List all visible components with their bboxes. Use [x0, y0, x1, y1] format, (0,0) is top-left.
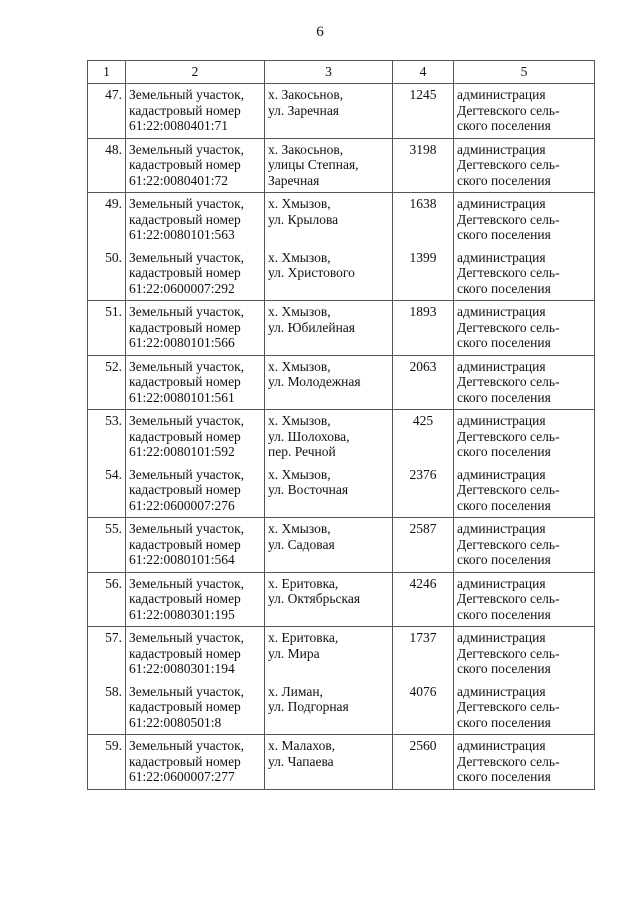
object-line: Земельный участок, [129, 358, 245, 374]
area-cell: 2587 [393, 518, 454, 573]
address-line: ул. Шолохова, [268, 428, 350, 444]
object-line: Земельный участок, [129, 575, 245, 591]
object-line: 61:22:0080501:8 [129, 714, 222, 730]
owner-line: администрация [457, 196, 546, 211]
owner-cell [454, 464, 595, 518]
owner-line: ского поселения [457, 227, 551, 242]
owner-cell [454, 572, 595, 627]
row-number-cell: 48. [88, 138, 126, 193]
address-cell [265, 193, 393, 247]
owner-cell [454, 193, 595, 247]
address-cell [265, 681, 393, 735]
object-line: Земельный участок, [129, 466, 245, 482]
owner-cell [454, 518, 595, 573]
address-cell [265, 464, 393, 518]
object-line: кадастровый номер [129, 536, 241, 552]
object-cell [126, 627, 265, 681]
address-line: Заречная [268, 172, 320, 188]
area-cell: 1737 [393, 627, 454, 681]
object-line: кадастровый номер [129, 428, 241, 444]
table-row [88, 735, 595, 790]
row-number-cell: 57. [88, 627, 126, 681]
address-cell [265, 572, 393, 627]
object-line: кадастровый номер [129, 482, 241, 497]
object-cell [126, 735, 265, 790]
address-line: ул. Христового [268, 265, 355, 280]
table-body [88, 84, 595, 790]
object-line: кадастровый номер [129, 102, 241, 118]
address-line: ул. Чапаева [268, 753, 334, 769]
owner-line: ского поселения [457, 172, 551, 188]
address-line: х. Закосьнов, [268, 141, 344, 157]
address-line: ул. Восточная [268, 482, 349, 497]
owner-line: Дегтевского сель- [457, 211, 560, 227]
owner-line: Дегтевского сель- [457, 319, 560, 335]
table-row [88, 84, 595, 139]
object-line: Земельный участок, [129, 630, 245, 645]
area-cell: 1245 [393, 84, 454, 139]
table-row [88, 464, 595, 518]
object-cell [126, 247, 265, 301]
owner-line: администрация [457, 358, 546, 374]
owner-line: Дегтевского сель- [457, 265, 560, 280]
address-line: х. Закосьнов, [268, 87, 344, 102]
address-line: пер. Речной [268, 444, 336, 459]
object-cell [126, 138, 265, 193]
owner-line: ского поселения [457, 389, 551, 405]
header-row [88, 61, 595, 84]
object-cell [126, 410, 265, 464]
address-cell [265, 410, 393, 464]
object-line: 61:22:0080101:561 [129, 389, 235, 405]
object-line: Земельный участок, [129, 87, 245, 102]
owner-line: ского поселения [457, 497, 551, 513]
owner-line: администрация [457, 141, 546, 157]
owner-line: администрация [457, 575, 546, 591]
area-cell: 1638 [393, 193, 454, 247]
object-line: кадастровый номер [129, 753, 241, 769]
table-row [88, 410, 595, 464]
row-number-cell: 50. [88, 247, 126, 301]
table-row [88, 681, 595, 735]
column-header-address: 3 [265, 61, 393, 84]
address-line: х. Хмызов, [268, 196, 331, 211]
owner-cell [454, 355, 595, 410]
owner-line: Дегтевского сель- [457, 753, 560, 769]
column-header-area: 4 [393, 61, 454, 84]
area-cell: 4076 [393, 681, 454, 735]
object-cell [126, 355, 265, 410]
owner-line: администрация [457, 521, 546, 536]
owner-line: Дегтевского сель- [457, 102, 560, 118]
column-header-object: 2 [126, 61, 265, 84]
land-registry-table [87, 60, 595, 790]
page-number: 6 [316, 24, 324, 40]
object-line: кадастровый номер [129, 645, 241, 661]
table-row [88, 518, 595, 573]
object-line: Земельный участок, [129, 521, 245, 536]
owner-line: Дегтевского сель- [457, 482, 560, 497]
object-line: 61:22:0080101:564 [129, 552, 235, 567]
owner-line: Дегтевского сель- [457, 428, 560, 444]
area-cell: 4246 [393, 572, 454, 627]
object-line: кадастровый номер [129, 265, 241, 280]
address-line: х. Хмызов, [268, 466, 331, 482]
owner-line: Дегтевского сель- [457, 645, 560, 661]
address-cell [265, 518, 393, 573]
object-line: 61:22:0600007:277 [129, 769, 235, 784]
owner-cell [454, 138, 595, 193]
owner-line: Дегтевского сель- [457, 591, 560, 606]
object-line: 61:22:0080101:563 [129, 227, 235, 242]
address-cell [265, 627, 393, 681]
owner-cell [454, 735, 595, 790]
address-line: ул. Заречная [268, 102, 340, 118]
owner-line: ского поселения [457, 280, 551, 296]
object-line: 61:22:0600007:276 [129, 497, 235, 513]
address-cell [265, 301, 393, 356]
object-line: 61:22:0080301:194 [129, 661, 235, 676]
owner-cell [454, 247, 595, 301]
owner-cell [454, 410, 595, 464]
address-line: х. Хмызов, [268, 304, 331, 319]
table-row [88, 301, 595, 356]
address-line: ул. Подгорная [268, 699, 349, 714]
address-line: х. Еритовка, [268, 575, 339, 591]
object-line: кадастровый номер [129, 319, 241, 335]
address-cell [265, 247, 393, 301]
owner-line: администрация [457, 87, 546, 102]
column-header-owner: 5 [454, 61, 595, 84]
owner-line: администрация [457, 249, 546, 265]
owner-line: ского поселения [457, 769, 551, 784]
table-row [88, 247, 595, 301]
address-line: х. Хмызов, [268, 521, 331, 536]
address-cell [265, 84, 393, 139]
address-cell [265, 735, 393, 790]
owner-line: администрация [457, 413, 546, 428]
object-line: кадастровый номер [129, 211, 241, 227]
address-line: х. Лиман, [268, 683, 323, 699]
object-line: Земельный участок, [129, 141, 245, 157]
table-row [88, 138, 595, 193]
owner-cell [454, 627, 595, 681]
object-line: Земельный участок, [129, 413, 245, 428]
area-cell: 2376 [393, 464, 454, 518]
object-line: кадастровый номер [129, 157, 241, 172]
address-line: х. Малахов, [268, 738, 336, 753]
address-cell [265, 138, 393, 193]
owner-line: администрация [457, 738, 546, 753]
table-row [88, 193, 595, 247]
object-line: кадастровый номер [129, 699, 241, 714]
object-cell [126, 681, 265, 735]
address-cell [265, 355, 393, 410]
owner-line: ского поселения [457, 606, 551, 622]
object-cell [126, 301, 265, 356]
area-cell: 2063 [393, 355, 454, 410]
area-cell: 425 [393, 410, 454, 464]
owner-line: администрация [457, 683, 546, 699]
column-header-number: 1 [88, 61, 126, 84]
object-cell [126, 84, 265, 139]
object-line: Земельный участок, [129, 196, 245, 211]
row-number-cell: 59. [88, 735, 126, 790]
object-line: кадастровый номер [129, 374, 241, 389]
owner-cell [454, 84, 595, 139]
object-line: 61:22:0080101:592 [129, 444, 235, 459]
object-line: Земельный участок, [129, 738, 245, 753]
owner-line: администрация [457, 466, 546, 482]
object-cell [126, 518, 265, 573]
row-number-cell: 51. [88, 301, 126, 356]
area-cell: 3198 [393, 138, 454, 193]
address-line: х. Хмызов, [268, 413, 331, 428]
address-line: х. Хмызов, [268, 249, 331, 265]
address-line: х. Хмызов, [268, 358, 331, 374]
object-line: 61:22:0080401:72 [129, 172, 229, 188]
owner-line: ского поселения [457, 335, 551, 350]
address-line: ул. Октябрьская [268, 591, 361, 606]
owner-line: Дегтевского сель- [457, 536, 560, 552]
owner-line: администрация [457, 304, 546, 319]
owner-line: Дегтевского сель- [457, 374, 560, 389]
object-line: 61:22:0080301:195 [129, 606, 235, 622]
object-line: 61:22:0080401:71 [129, 118, 229, 133]
object-line: кадастровый номер [129, 591, 241, 606]
object-line: 61:22:0600007:292 [129, 280, 235, 296]
object-cell [126, 572, 265, 627]
owner-line: Дегтевского сель- [457, 157, 560, 172]
object-line: Земельный участок, [129, 683, 245, 699]
owner-cell [454, 681, 595, 735]
table-row [88, 627, 595, 681]
owner-line: ского поселения [457, 118, 551, 133]
object-cell [126, 193, 265, 247]
area-cell: 2560 [393, 735, 454, 790]
object-line: Земельный участок, [129, 249, 245, 265]
object-cell [126, 464, 265, 518]
row-number-cell: 56. [88, 572, 126, 627]
address-line: ул. Садовая [268, 536, 335, 552]
address-line: ул. Мира [268, 645, 320, 661]
row-number-cell: 49. [88, 193, 126, 247]
row-number-cell: 52. [88, 355, 126, 410]
row-number-cell: 54. [88, 464, 126, 518]
row-number-cell: 47. [88, 84, 126, 139]
owner-line: ского поселения [457, 444, 551, 459]
address-line: ул. Юбилейная [268, 319, 355, 335]
owner-cell [454, 301, 595, 356]
row-number-cell: 58. [88, 681, 126, 735]
address-line: ул. Крылова [268, 211, 339, 227]
area-cell: 1893 [393, 301, 454, 356]
row-number-cell: 53. [88, 410, 126, 464]
row-number-cell: 55. [88, 518, 126, 573]
area-cell: 1399 [393, 247, 454, 301]
address-line: ул. Молодежная [268, 374, 361, 389]
table-row [88, 355, 595, 410]
owner-line: администрация [457, 630, 546, 645]
address-line: улицы Степная, [268, 157, 359, 172]
object-line: Земельный участок, [129, 304, 245, 319]
owner-line: Дегтевского сель- [457, 699, 560, 714]
address-line: х. Еритовка, [268, 630, 339, 645]
owner-line: ского поселения [457, 552, 551, 567]
owner-line: ского поселения [457, 661, 551, 676]
object-line: 61:22:0080101:566 [129, 335, 235, 350]
owner-line: ского поселения [457, 714, 551, 730]
table-row [88, 572, 595, 627]
